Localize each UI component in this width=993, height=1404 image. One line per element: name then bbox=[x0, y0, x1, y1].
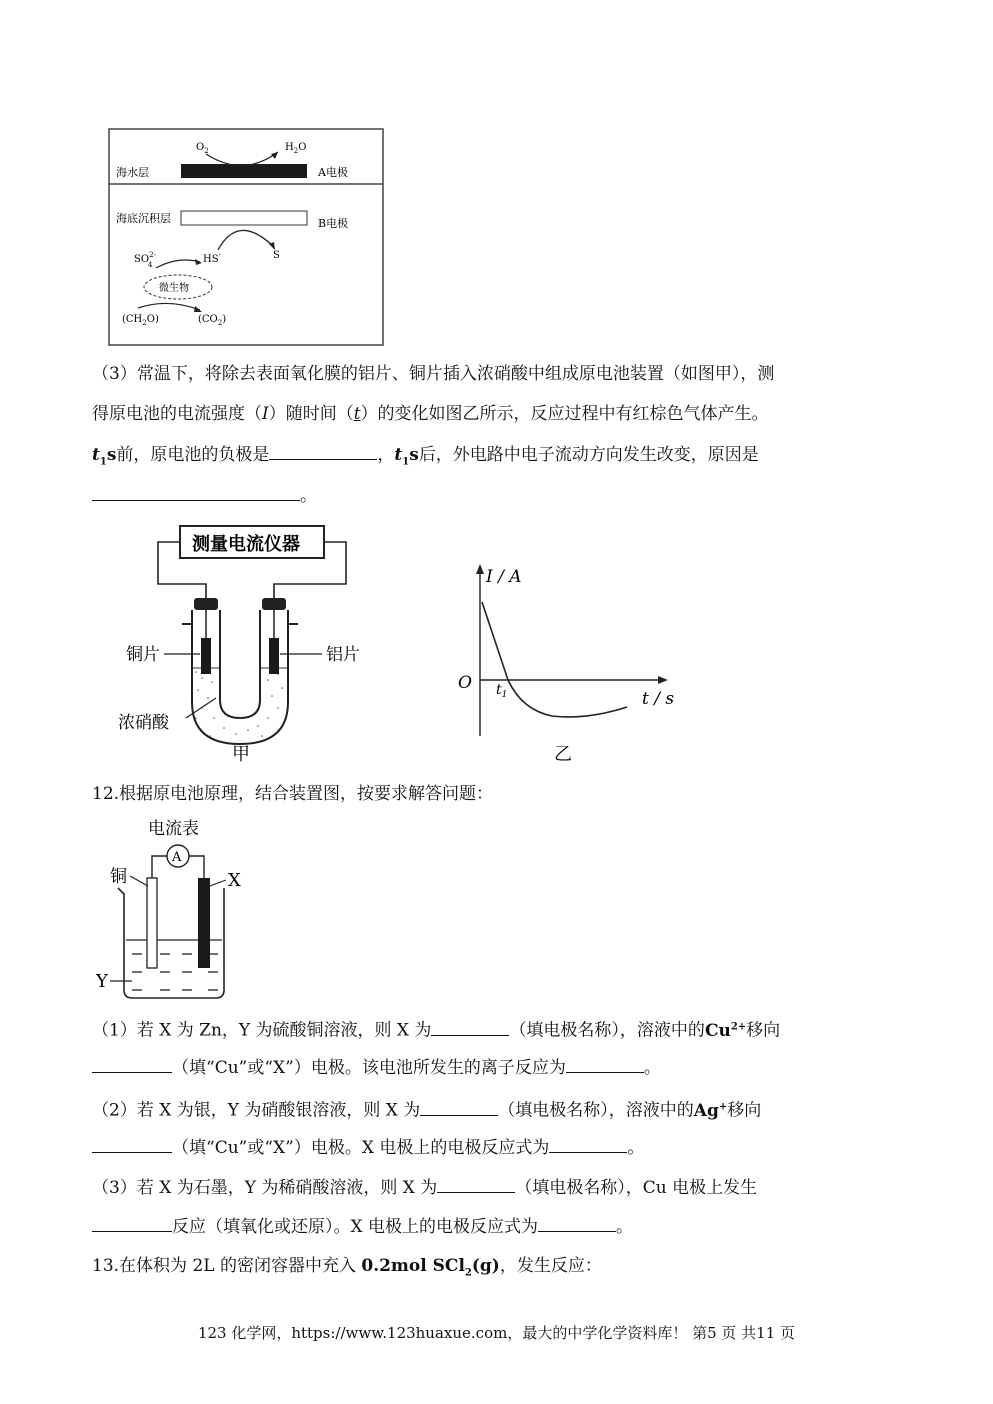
q12-p1-end: 。 bbox=[643, 1058, 661, 1078]
a-electrode-label: A电极 bbox=[318, 166, 348, 179]
p2-direction-blank[interactable] bbox=[92, 1134, 172, 1153]
seawater-label: 海水层 bbox=[116, 166, 149, 179]
q12-p1-line2 bbox=[92, 1054, 661, 1081]
ammeter-symbol: A bbox=[172, 850, 182, 865]
so4-sub: 4 bbox=[148, 261, 153, 269]
page-footer: 123 化学网，https://www.123huaxue.com，最大的中学化学资料库！ 第5 页 共11 页 bbox=[197, 1324, 796, 1342]
q13-line bbox=[92, 1253, 602, 1286]
q3-line2a: 得原电池的电流强度（ bbox=[92, 404, 262, 424]
reason-blank[interactable] bbox=[92, 482, 300, 501]
so4-label: $SO^{2-}$ bbox=[134, 251, 156, 265]
seawater-battery-figure bbox=[108, 128, 384, 346]
t1-axis-label: $t_1$ bbox=[496, 682, 508, 700]
q3-line4 bbox=[92, 482, 317, 509]
q3-line3 bbox=[92, 441, 759, 475]
instrument-label: 测量电流仪器 bbox=[192, 534, 300, 555]
q12-p1-d: （填“Cu”或“X”）电极。该电池所发生的离子反应为 bbox=[172, 1058, 566, 1078]
t1-unit-2: s bbox=[409, 445, 419, 465]
q3-line2 bbox=[92, 401, 769, 427]
cu-ion-sup: 2+ bbox=[730, 1021, 747, 1032]
q12-p3-end: 。 bbox=[616, 1217, 634, 1237]
p1-electrode-blank[interactable] bbox=[431, 1017, 509, 1036]
t1-symbol: t bbox=[92, 445, 100, 465]
time-symbol: t bbox=[353, 404, 361, 424]
ammeter-label: 电流表 bbox=[148, 819, 199, 839]
q12-p3-c: 反应（填氧化或还原）。X 电极上的电极反应式为 bbox=[172, 1217, 539, 1237]
q12-p1-b: （填电极名称），溶液中的 bbox=[509, 1020, 705, 1041]
p1-direction-blank[interactable] bbox=[92, 1054, 172, 1073]
u-tube-figure bbox=[92, 522, 412, 767]
q3-line4-end: 。 bbox=[300, 486, 317, 506]
q3-line3b: ， bbox=[377, 445, 395, 465]
q3-line2c: ）的变化如图乙所示，反应过程中有红棕色气体产生。 bbox=[360, 404, 769, 424]
x-electrode-label: X bbox=[228, 870, 241, 891]
q12-p1-line1 bbox=[92, 1014, 780, 1044]
q12-p2-c: 移向 bbox=[727, 1100, 762, 1121]
q13-amount-tail: (g) bbox=[471, 1256, 500, 1276]
o2-label: $O_2$ bbox=[196, 142, 209, 155]
y-solution-label: Y bbox=[96, 971, 108, 992]
p2-electrode-blank[interactable] bbox=[420, 1097, 498, 1116]
q12-p1-a: （1）若 X 为 Zn，Y 为硫酸铜溶液，则 X 为 bbox=[92, 1020, 432, 1041]
aluminum-plate-label: 铝片 bbox=[326, 645, 360, 665]
q12-p3-line1 bbox=[92, 1174, 757, 1201]
p1-reaction-blank[interactable] bbox=[566, 1054, 644, 1073]
q12-p2-end: 。 bbox=[627, 1138, 645, 1158]
q3-line2b: ）随时间（ bbox=[268, 404, 354, 424]
y-axis-label: I / A bbox=[486, 567, 522, 587]
ag-ion-sup: + bbox=[718, 1101, 728, 1112]
q12-p2-b: （填电极名称），溶液中的 bbox=[498, 1100, 694, 1121]
q12-p2-line2 bbox=[92, 1134, 644, 1161]
b-electrode-label: B电极 bbox=[318, 217, 349, 230]
p3-reaction-blank[interactable] bbox=[538, 1213, 616, 1232]
copper-electrode-label: 铜 bbox=[110, 867, 127, 887]
q12-p3-b: （填电极名称），Cu 电极上发生 bbox=[515, 1178, 758, 1198]
q3-line1: （3）常温下，将除去表面氧化膜的铝片、铜片插入浓硝酸中组成原电池装置（如图甲），测 bbox=[92, 364, 775, 384]
q3-line3c: 后，外电路中电子流动方向发生改变，原因是 bbox=[418, 445, 759, 465]
q3-line3a: 前，原电池的负极是 bbox=[116, 445, 270, 465]
q12-p2-line1 bbox=[92, 1094, 761, 1124]
s-label: S bbox=[273, 250, 280, 261]
copper-plate-label: 铜片 bbox=[126, 645, 160, 665]
ch2o-label: $(CH_2O)$ bbox=[122, 314, 159, 327]
q12-p3-line2 bbox=[92, 1213, 633, 1240]
q12-title: 12.根据原电池原理，结合装置图，按要求解答问题： bbox=[92, 784, 494, 804]
cu-ion: Cu bbox=[704, 1020, 731, 1041]
beaker-figure bbox=[96, 814, 256, 1004]
t1-symbol-2: t bbox=[394, 445, 403, 465]
p3-electrode-blank[interactable] bbox=[437, 1174, 515, 1193]
h2o-label: $H_2O$ bbox=[285, 142, 307, 155]
t1-sub-2: 1 bbox=[402, 456, 410, 468]
t1-sub: 1 bbox=[99, 456, 107, 468]
acid-label: 浓硝酸 bbox=[118, 713, 169, 733]
x-axis-label: t / s bbox=[642, 689, 675, 709]
co2-label: $(CO_2)$ bbox=[198, 314, 227, 327]
hs-label: HS- bbox=[203, 251, 221, 265]
sediment-label: 海底沉积层 bbox=[116, 212, 171, 225]
negative-electrode-blank[interactable] bbox=[269, 441, 377, 460]
q13-a: 13.在体积为 2L 的密闭容器中充入 bbox=[92, 1256, 362, 1276]
q13-amount: 0.2mol SCl bbox=[361, 1256, 465, 1276]
q12-p1-c: 移向 bbox=[746, 1020, 781, 1041]
current-symbol: I bbox=[262, 404, 269, 424]
label-jia: 甲 bbox=[232, 744, 250, 765]
p3-type-blank[interactable] bbox=[92, 1213, 172, 1232]
t1-unit: s bbox=[106, 445, 117, 465]
microbe-label: 微生物 bbox=[159, 283, 189, 294]
current-time-graph bbox=[452, 560, 692, 770]
ag-ion: Ag bbox=[693, 1100, 719, 1121]
p2-reaction-blank[interactable] bbox=[549, 1134, 627, 1153]
q13-b: ，发生反应： bbox=[499, 1256, 602, 1276]
q13-amount-sub: 2 bbox=[464, 1267, 472, 1279]
q12-p2-d: （填“Cu”或“X”）电极。X 电极上的电极反应式为 bbox=[172, 1138, 550, 1158]
q12-p3-a: （3）若 X 为石墨，Y 为稀硝酸溶液，则 X 为 bbox=[92, 1178, 438, 1198]
label-yi: 乙 bbox=[554, 744, 572, 765]
origin-label: O bbox=[458, 673, 472, 693]
q12-p2-a: （2）若 X 为银，Y 为硝酸银溶液，则 X 为 bbox=[92, 1100, 421, 1121]
